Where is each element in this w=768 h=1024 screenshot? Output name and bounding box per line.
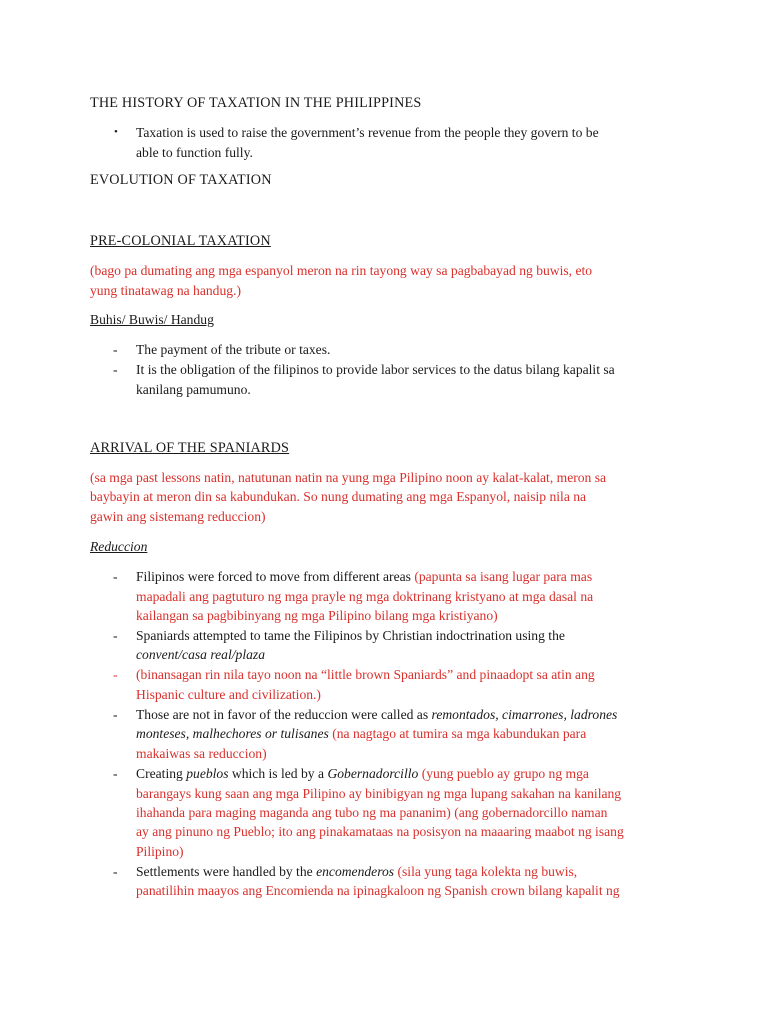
page-title: THE HISTORY OF TAXATION IN THE PHILIPPINES (90, 95, 422, 111)
precolonial-heading: PRE-COLONIAL TAXATION (90, 233, 271, 249)
spaniards-heading: ARRIVAL OF THE SPANIARDS (90, 440, 290, 456)
bullet-icon: • (114, 126, 118, 138)
list-item: - Settlements were handled by the encomenderos (sila yung taga kolekta ng buwis, (113, 864, 578, 879)
list-item: - The payment of the tribute or taxes. (113, 342, 331, 357)
precolonial-note-line-1: (bago pa dumating ang mga espanyol meron na rin tayong way sa pagbabayad ng buwis, eto (90, 263, 593, 278)
list-item-continuation: ay ang pinuno ng Pueblo; ito ang pinakamataas na posisyon na maaaring maabot ng isang (136, 824, 624, 839)
list-item-continuation: makaiwas sa reduccion) (136, 746, 267, 761)
list-item: - It is the obligation of the filipinos to provide labor services to the datus bilang kapalit sa (113, 362, 615, 377)
spaniards-note-line-3: gawin ang sistemang reduccion) (90, 509, 266, 524)
precolonial-subheading: Buhis/ Buwis/ Handug (90, 312, 214, 327)
list-item-continuation: kanilang pamumuno. (136, 382, 251, 397)
list-item-continuation: Hispanic culture and civilization.) (136, 687, 321, 702)
spaniards-note-line-2: baybayin at meron din sa kabundukan. So nung dumating ang mga Espanyol, naisip nila na (90, 489, 587, 504)
intro-bullet-line-1: • Taxation is used to raise the government’s revenue from the people they govern to be (114, 125, 599, 140)
list-item: - (binansagan rin nila tayo noon na “little brown Spaniards” and pinaadopt sa atin ang (113, 667, 595, 682)
list-item: - Creating pueblos which is led by a Gobernadorcillo (yung pueblo ay grupo ng mga (113, 766, 589, 781)
intro-bullet-line-2: able to function fully. (136, 145, 253, 160)
spaniards-note-line-1: (sa mga past lessons natin, natutunan natin na yung mga Pilipino noon ay kalat-kalat, meron sa (90, 470, 607, 485)
list-item-continuation: monteses, malhechores or tulisanes (na nagtago at tumira sa mga kabundukan para (136, 726, 587, 741)
list-item: - Spaniards attempted to tame the Filipinos by Christian indoctrination using the (113, 628, 565, 643)
reduccion-subheading: Reduccion (90, 539, 148, 554)
list-item-continuation: mapadali ang pagtuturo ng mga prayle ng mga doktrinang kristyano at mga dasal na (136, 589, 594, 604)
list-item-continuation: panatilihin maayos ang Encomienda na ipinagkaloon ng Spanish crown bilang kapalit ng (136, 883, 620, 898)
list-item: - Filipinos were forced to move from different areas (papunta sa isang lugar para mas (113, 569, 593, 584)
list-item: - Those are not in favor of the reduccion were called as remontados, cimarrones, ladrones (113, 707, 618, 722)
list-item-continuation: ihahanda para maging maganda ang tubo ng ma pananim) (ang gobernadorcillo naman (136, 805, 608, 820)
list-item-continuation: Pilipino) (136, 844, 184, 859)
list-item-continuation: barangays kung saan ang mga Pilipino ay binibigyan ng mga lupang sakahan na kanilang (136, 786, 622, 801)
list-item-continuation: kailangan sa pagbibinyang ng mga Pilipino bilang mga kristiyano) (136, 608, 498, 623)
precolonial-note-line-2: yung tinatawag na handug.) (90, 283, 241, 298)
evolution-heading: EVOLUTION OF TAXATION (90, 172, 272, 188)
list-item-continuation: convent/casa real/plaza (136, 647, 265, 662)
